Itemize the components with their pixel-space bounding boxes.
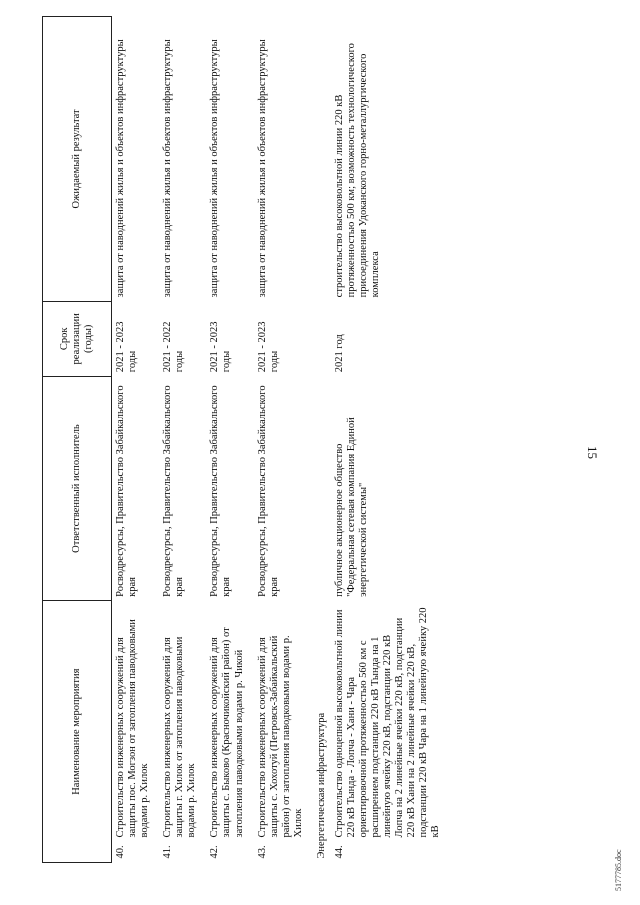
header-term: Срок реализации (годы): [43, 301, 112, 376]
row-term: 2021 - 2022 годы: [162, 321, 186, 373]
row-name: Строительство инженерных сооружений для защиты г. Хилок от затопления паводковыми водами р. Хилок: [162, 636, 198, 838]
row-responsible: Росводресурсы, Правительство Забайкальского края: [162, 385, 186, 597]
row-responsible: публичное акционерное общество "Федеральная сетевая компания Единой энергетической системы": [333, 417, 369, 597]
page-number: 15: [585, 446, 600, 459]
row-number: 44.: [333, 845, 345, 859]
section-row: [313, 17, 331, 863]
row-name: Строительство инженерных сооружений для защиты с. Быково (Красночикойский район) от затопления паводковыми водами р. Чикой: [209, 627, 245, 838]
table-row: [254, 17, 313, 863]
table-row: [206, 17, 253, 863]
row-responsible: Росводресурсы, Правительство Забайкальского края: [115, 385, 139, 597]
measures-table: [42, 16, 450, 863]
row-number: 43.: [256, 845, 268, 859]
row-name: Строительство одноцепной высоковольтной линии 220 кВ Тында - Лопча - Хани - Чара ориентировочной протяженностью 560 км с расширением подстанции 220 кВ Тында на 1 линейную ячейку 220 кВ, подстанции 220 кВ Лопча на 2 линейные ячейки 220 кВ, подстанции 220 кВ Хани на 2 линейные ячейки 220 кВ, подстанции 220 кВ Чара на 1 линейную ячейку 220 кВ: [333, 607, 442, 838]
row-name: Строительство инженерных сооружений для защиты пос. Могзон от затопления паводковыми водами р. Хилок: [115, 619, 151, 838]
row-responsible: Росводресурсы, Правительство Забайкальского края: [256, 385, 280, 597]
row-term: 2021 год: [333, 334, 345, 373]
row-term: 2021 - 2023 годы: [115, 321, 139, 373]
row-result: защита от наводнений жилья и объектов инфраструктуры: [115, 39, 126, 298]
row-result: защита от наводнений жилья и объектов инфраструктуры: [209, 39, 221, 298]
row-result: защита от наводнений жилья и объектов инфраструктуры: [162, 39, 174, 298]
row-number: 40.: [115, 845, 126, 859]
row-responsible: Росводресурсы, Правительство Забайкальского края: [209, 385, 233, 597]
table-header-row: [43, 17, 112, 863]
table-row: [112, 17, 160, 863]
row-number: 42.: [209, 845, 221, 859]
section-title: Энергетическая инфраструктура: [315, 712, 327, 859]
document-id: 5177785.doc: [614, 849, 623, 891]
header-result: Ожидаемый результат: [43, 17, 112, 302]
header-responsible: Ответственный исполнитель: [43, 376, 112, 601]
table-row: [159, 17, 206, 863]
header-name: Наименование мероприятия: [43, 601, 112, 863]
row-number: 41.: [162, 845, 174, 859]
row-term: 2021 - 2023 годы: [209, 321, 233, 373]
row-term: 2021 - 2023 годы: [256, 321, 280, 373]
table-row: [331, 17, 451, 863]
row-result: защита от наводнений жилья и объектов инфраструктуры: [256, 39, 268, 298]
row-result: строительство высоковольтной линии 220 кВ протяженностью 500 км; возможность технологического присоединения Удоканского горно-металлургического комплекса: [333, 43, 382, 298]
row-name: Строительство инженерных сооружений для защиты с. Хохотуй (Петровск-Забайкальский район) от затопления паводковыми водами р. Хилок: [256, 635, 304, 838]
